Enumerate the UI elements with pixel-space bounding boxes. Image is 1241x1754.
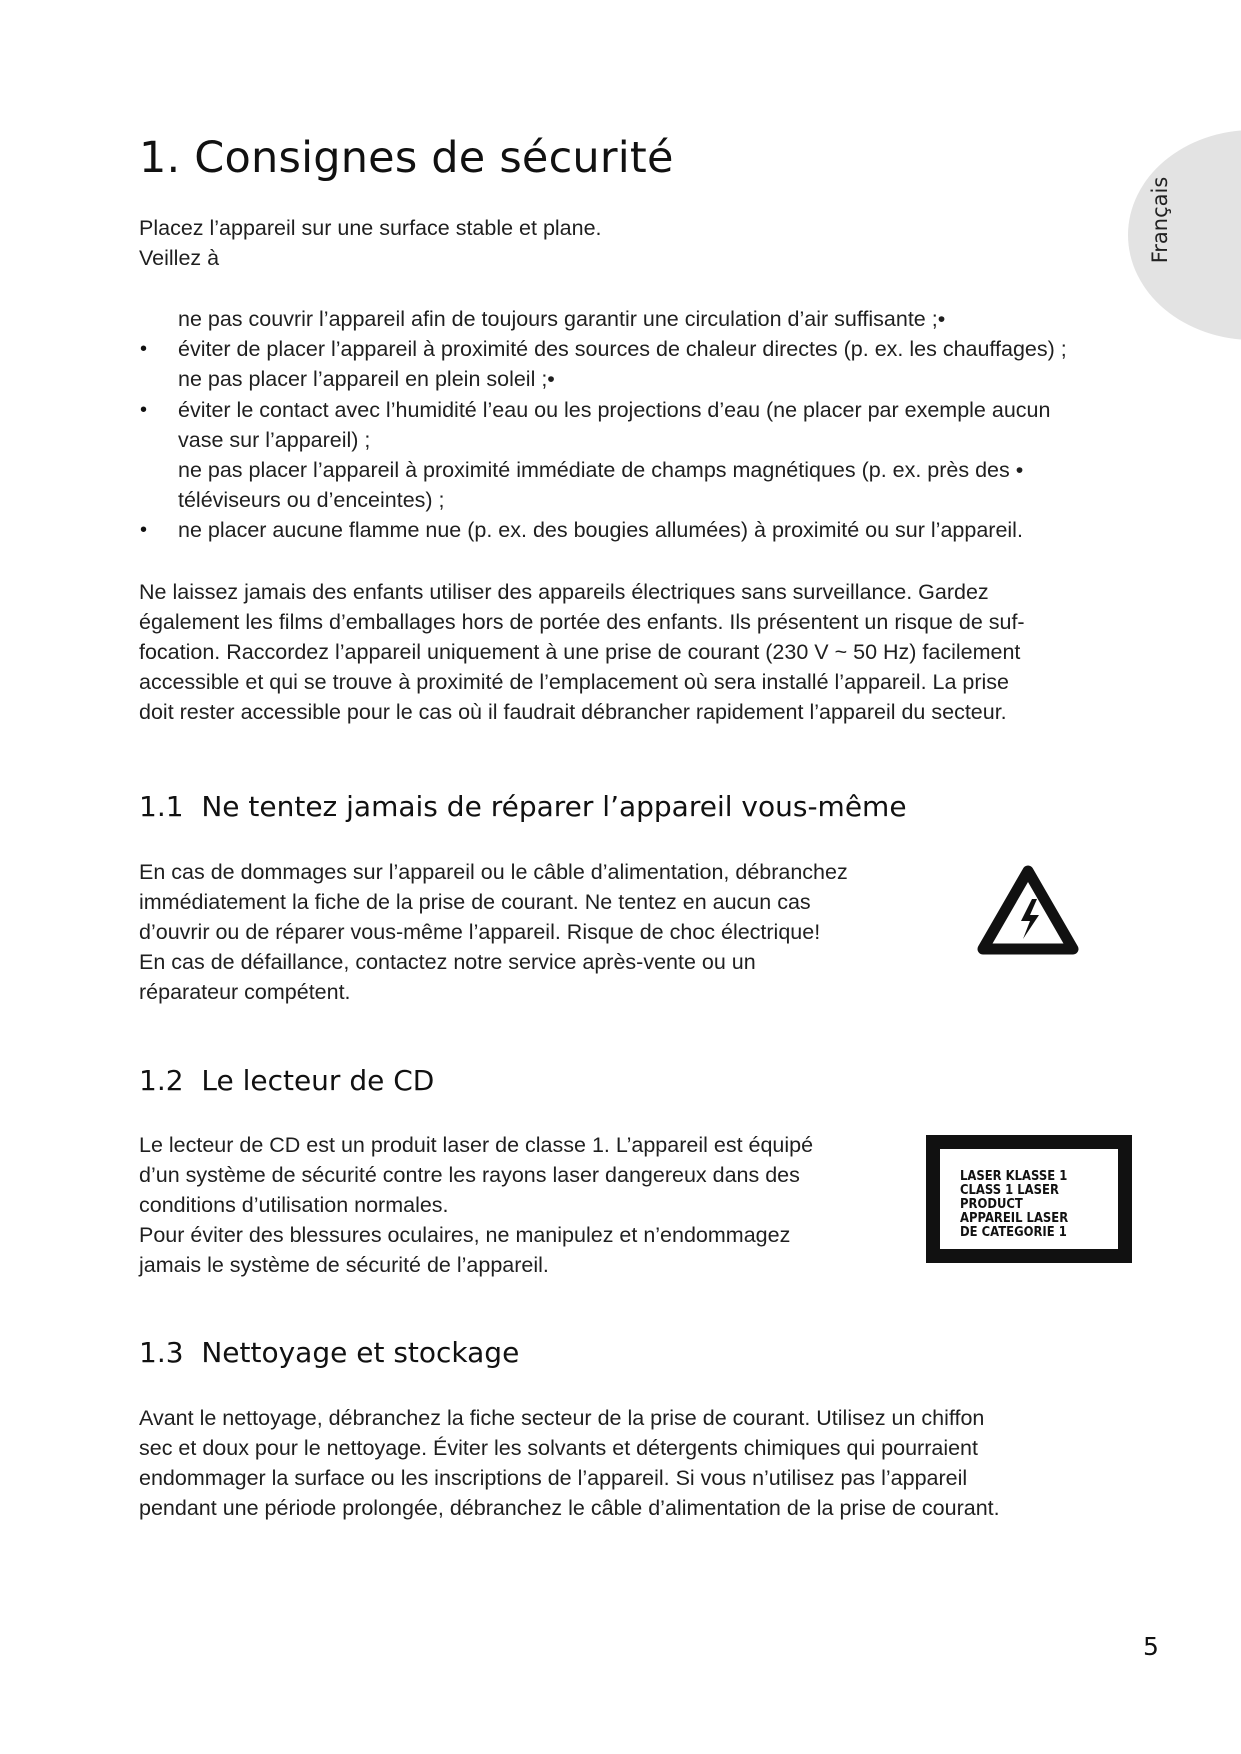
paragraph-line: doit rester accessible pour le cas où il faudrait débrancher rapidement l’appareil du secteur.: [139, 700, 1007, 724]
paragraph-line: sec et doux pour le nettoyage. Éviter les solvants et détergents chimiques qui pourraient: [139, 1436, 978, 1460]
section-heading: 1.2 Le lecteur de CD: [139, 1064, 435, 1097]
page-title: 1. Consignes de sécurité: [139, 133, 674, 183]
laser-class-label: [926, 1135, 1132, 1263]
paragraph-line: Le lecteur de CD est un produit laser de classe 1. L’appareil est équipé: [139, 1133, 814, 1157]
laser-label-line: CLASS 1 LASER: [960, 1182, 1059, 1198]
paragraph-line: endommager la surface ou les inscriptions de l’appareil. Si vous n’utilisez pas l’appareil: [139, 1466, 968, 1490]
intro-line: Placez l’appareil sur une surface stable et plane.: [139, 216, 602, 240]
paragraph-line: immédiatement la fiche de la prise de courant. Ne tentez en aucun cas: [139, 890, 811, 914]
paragraph-line: conditions d’utilisation normales.: [139, 1193, 449, 1217]
laser-label-line: LASER KLASSE 1: [960, 1168, 1068, 1184]
paragraph-line: d’ouvrir ou de réparer vous-même l’appareil. Risque de choc électrique!: [139, 920, 821, 944]
section-heading: 1.3 Nettoyage et stockage: [139, 1336, 520, 1369]
paragraph-line: d’un système de sécurité contre les rayons laser dangereux dans des: [139, 1163, 800, 1187]
list-item: ne placer aucune flamme nue (p. ex. des bougies allumées) à proximité ou sur l’appareil.: [178, 518, 1023, 542]
bullet: •: [140, 399, 148, 421]
list-item: vase sur l’appareil) ;: [178, 428, 371, 452]
intro-line: Veillez à: [139, 246, 220, 270]
page-number: 5: [1143, 1632, 1159, 1661]
laser-label-line: DE CATEGORIE 1: [960, 1224, 1067, 1240]
paragraph-line: En cas de dommages sur l’appareil ou le câble d’alimentation, débranchez: [139, 860, 848, 884]
laser-class-label-inner: [940, 1149, 1118, 1249]
section-heading: 1.1 Ne tentez jamais de réparer l’appareil vous-même: [139, 790, 907, 823]
paragraph-line: pendant une période prolongée, débranchez le câble d’alimentation de la prise de courant.: [139, 1496, 1000, 1520]
list-item: éviter le contact avec l’humidité l’eau ou les projections d’eau (ne placer par exemple aucun: [178, 398, 1051, 422]
paragraph-line: également les films d’emballages hors de portée des enfants. Ils présentent un risque de suf-: [139, 610, 1025, 634]
laser-label-line: APPAREIL LASER: [960, 1210, 1069, 1226]
paragraph-line: Pour éviter des blessures oculaires, ne manipulez et n’endommagez: [139, 1223, 791, 1247]
bullet: •: [140, 519, 148, 541]
bullet: •: [140, 338, 148, 360]
list-item: ne pas placer l’appareil à proximité immédiate de champs magnétiques (p. ex. près des •: [178, 458, 1024, 482]
paragraph-line: Ne laissez jamais des enfants utiliser des appareils électriques sans surveillance. Gardez: [139, 580, 989, 604]
list-item: ne pas couvrir l’appareil afin de toujours garantir une circulation d’air suffisante ;•: [178, 307, 946, 331]
laser-label-line: PRODUCT: [960, 1196, 1023, 1212]
paragraph-line: Avant le nettoyage, débranchez la fiche secteur de la prise de courant. Utilisez un chiffon: [139, 1406, 985, 1430]
paragraph-line: jamais le système de sécurité de l’appareil.: [139, 1253, 549, 1277]
paragraph-line: accessible et qui se trouve à proximité de l’emplacement où sera installé l’appareil. La prise: [139, 670, 1010, 694]
paragraph-line: En cas de défaillance, contactez notre service après-vente ou un: [139, 950, 756, 974]
electric-shock-warning-icon: [977, 865, 1079, 957]
language-tab-label: Français: [1148, 176, 1172, 264]
paragraph-line: réparateur compétent.: [139, 980, 351, 1004]
list-item: éviter de placer l’appareil à proximité des sources de chaleur directes (p. ex. les chauffages) ;: [178, 337, 1067, 361]
list-item: téléviseurs ou d’enceintes) ;: [178, 488, 445, 512]
paragraph-line: focation. Raccordez l’appareil uniquement à une prise de courant (230 V ~ 50 Hz) facilement: [139, 640, 1021, 664]
list-item: ne pas placer l’appareil en plein soleil ;•: [178, 367, 555, 391]
